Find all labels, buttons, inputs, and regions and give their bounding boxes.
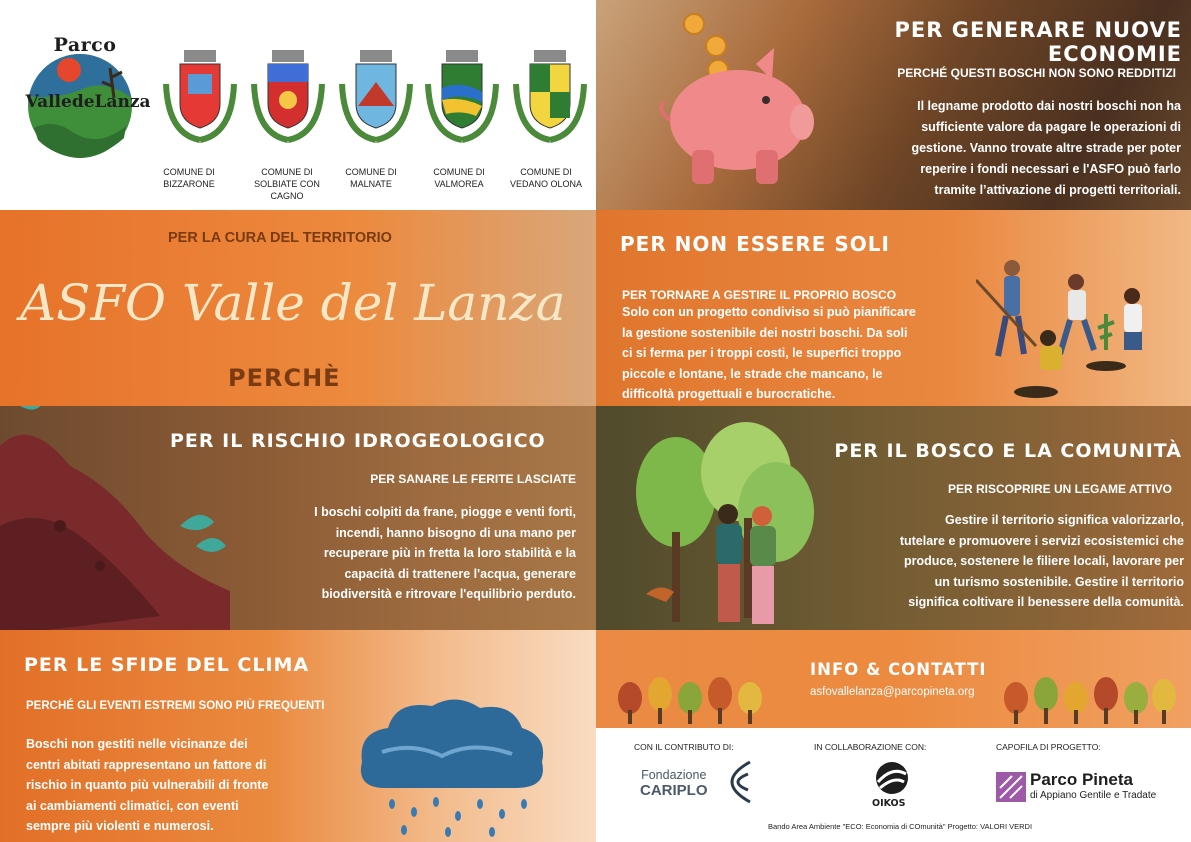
body-line: capacità di trattenere l'acqua, generare <box>344 566 576 581</box>
body-line: biodiversità e ritrovare l'equilibrio perduto. <box>321 587 576 601</box>
idro-body <box>240 502 576 605</box>
clima-panel <box>0 630 596 842</box>
clima-subtitle: PERCHÉ GLI EVENTI ESTREMI SONO PIÙ FREQUENTI <box>26 700 325 712</box>
oikos-name: OIKOS <box>872 798 906 809</box>
comune-name: BIZZARONE <box>163 179 215 189</box>
idro-subtitle: PER SANARE LE FERITE LASCIATE <box>370 472 576 486</box>
cariplo-line1: Fondazione <box>641 768 707 782</box>
idro-panel <box>0 406 596 630</box>
body-line: difficoltà progettuali e burocratiche. <box>622 387 836 401</box>
clima-body <box>26 734 326 837</box>
body-line: piccole e lontane, le strade che mancano, le <box>622 366 883 381</box>
info-email-link[interactable]: asfovallelanza@parcopineta.org <box>810 686 975 698</box>
contributo-label: CON IL CONTRIBUTO DI: <box>634 742 734 752</box>
trees-right-icon <box>1000 676 1180 728</box>
soli-subtitle: PER TORNARE A GESTIRE IL PROPRIO BOSCO <box>622 288 897 302</box>
body-line: sempre più violenti e numerosi. <box>26 819 214 833</box>
comune-label <box>497 166 595 190</box>
body-line: incendi, hanno bisogno di una mano per <box>335 525 576 540</box>
bosco-panel <box>596 406 1191 630</box>
body-line: sufficiente valore da pagare le operazioni di <box>921 120 1181 134</box>
idro-title: PER IL RISCHIO IDROGEOLOGICO <box>170 430 546 452</box>
cariplo-logo <box>640 768 708 798</box>
trees-left-icon <box>614 676 764 728</box>
comune-prefix: COMUNE DI <box>345 167 397 177</box>
solbiate-con-cagno-crest-icon <box>246 44 330 154</box>
comune-prefix: COMUNE DI <box>163 167 215 177</box>
bizzarone-crest-icon <box>158 44 242 154</box>
body-line: rischio in quanto più vulnerabili di fronte <box>26 778 269 792</box>
comune-prefix: COMUNE DI <box>261 167 313 177</box>
info-panel <box>596 630 1191 728</box>
body-line: centri abitati rappresentano un fattore di <box>26 757 267 772</box>
asfo-main-title: ASFO Valle del Lanza <box>20 274 566 332</box>
body-line: I boschi colpiti da frane, piogge e venti forti, <box>314 505 576 519</box>
bosco-body <box>806 510 1184 613</box>
parco-logo-title: Parco <box>53 34 117 56</box>
body-line: gestione. Vanno trovate altre strade per poter <box>911 141 1181 155</box>
soli-title: PER NON ESSERE SOLI <box>620 232 890 256</box>
body-line: Boschi non gestiti nelle vicinanze dei <box>26 737 248 751</box>
comune-name: VALMOREA <box>434 179 484 189</box>
soli-body <box>622 302 982 405</box>
body-line: Solo con un progetto condiviso si può pianificare <box>622 305 916 319</box>
capofila-label: CAPOFILA DI PROGETTO: <box>996 742 1101 752</box>
soli-panel <box>596 210 1191 406</box>
storm-cloud-icon <box>352 692 552 842</box>
partners-panel <box>596 728 1191 842</box>
oikos-logo-icon <box>868 760 916 796</box>
people-planting-trees-illustration <box>976 254 1176 404</box>
logos-panel <box>0 0 596 210</box>
comune-name: VEDANO OLONA <box>509 179 583 189</box>
body-line: la gestione sostenibile dei nostri boschi. Da soli <box>622 325 908 340</box>
economie-subtitle: PERCHÉ QUESTI BOSCHI NON SONO REDDITIZI <box>897 66 1176 80</box>
comune-name: SOLBIATE CON CAGNO <box>254 179 320 201</box>
parco-pineta-sub: di Appiano Gentile e Tradate <box>1030 790 1157 801</box>
parco-pineta-name: Parco Pineta <box>1030 770 1133 789</box>
body-line: produce, sostenere le filiere locali, lavorare per <box>904 554 1184 568</box>
body-line: ci si ferma per i troppi costi, le superfici troppo <box>622 346 902 360</box>
body-line: recuperare più in fretta la loro stabilità e la <box>323 546 576 560</box>
comune-name: MALNATE <box>350 179 392 189</box>
body-line: significa coltivare il benessere della comunità. <box>908 595 1184 609</box>
body-line: reperire i fondi necessari e l'ASFO può farlo <box>920 162 1181 176</box>
body-line: un turismo sostenibile. Gestire il territorio <box>934 574 1184 589</box>
body-line: ai cambiamenti climatici, con eventi <box>26 798 239 813</box>
body-line: tutelare e promuovere i servizi ecosistemici che <box>899 533 1184 548</box>
cariplo-mark-icon <box>726 758 756 806</box>
economie-body <box>806 96 1181 201</box>
bosco-title: PER IL BOSCO E LA COMUNITÀ <box>834 440 1182 462</box>
asfo-title-panel <box>0 210 596 406</box>
cariplo-line2: CARIPLO <box>640 782 708 799</box>
parco-pineta-logo-icon <box>996 772 1026 802</box>
comune-label <box>322 166 420 190</box>
comune-prefix: COMUNE DI <box>520 167 572 177</box>
valmorea-crest-icon <box>420 44 504 154</box>
clima-title: PER LE SFIDE DEL CLIMA <box>24 654 310 676</box>
economie-title: PER GENERARE NUOVE ECONOMIE <box>894 18 1182 66</box>
body-line: Il legname prodotto dai nostri boschi non ha <box>917 99 1181 113</box>
malnate-crest-icon <box>334 44 418 154</box>
comune-prefix: COMUNE DI <box>433 167 485 177</box>
bosco-subtitle: PER RISCOPRIRE UN LEGAME ATTIVO <box>947 482 1172 496</box>
bando-footer: Bando Area Ambiente "ECO: Economia di COmunità" Progetto: VALORI VERDI <box>768 822 1033 831</box>
economie-panel <box>596 0 1191 210</box>
parco-logo-subtitle: ValledeLanza <box>25 92 151 112</box>
comune-label <box>140 166 238 190</box>
asfo-subtitle: PERCHÈ <box>228 364 341 392</box>
asfo-kicker: PER LA CURA DEL TERRITORIO <box>168 230 392 246</box>
body-line: Gestire il territorio significa valorizzarlo, <box>945 513 1184 527</box>
comune-label <box>410 166 508 190</box>
info-title: INFO & CONTATTI <box>810 660 987 679</box>
collaborazione-label: IN COLLABORAZIONE CON: <box>814 742 927 752</box>
body-line: tramite l’attivazione di progetti territoriali. <box>934 183 1181 197</box>
vedano-olona-crest-icon <box>508 44 592 154</box>
